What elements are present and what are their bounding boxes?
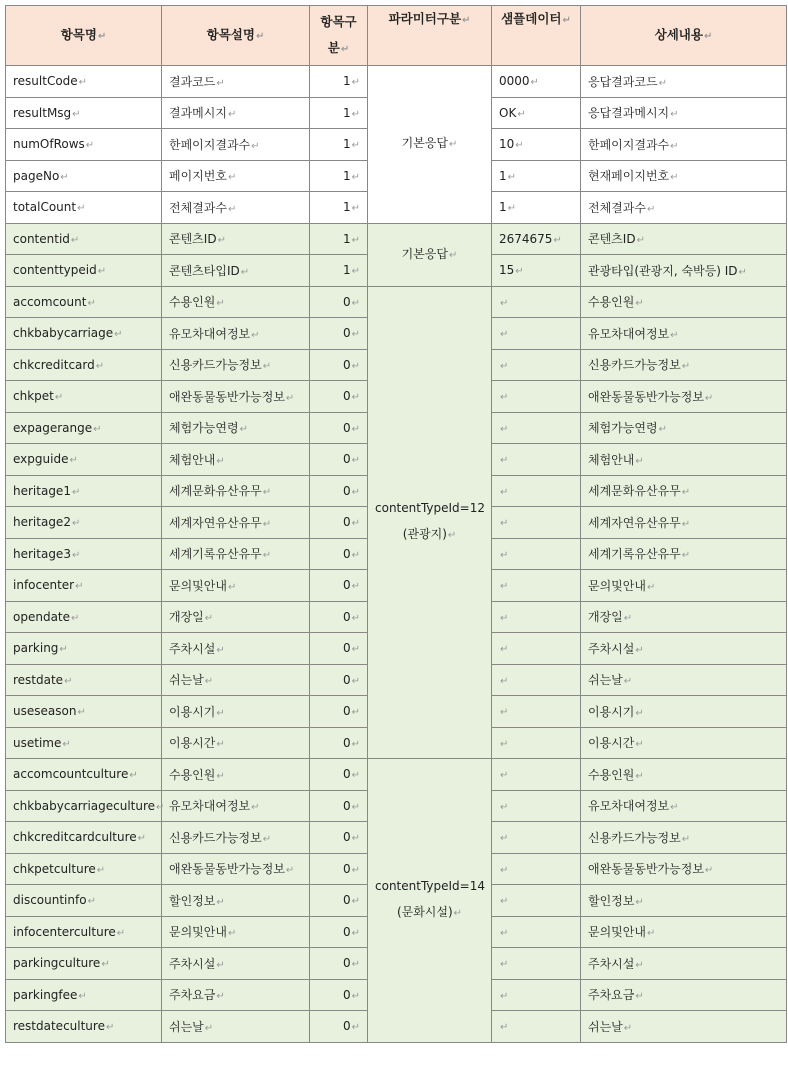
field-detail: 수용인원↵ <box>581 759 787 791</box>
field-count: 0↵ <box>310 475 368 507</box>
field-name: resultCode↵ <box>6 66 162 98</box>
field-sample: ↵ <box>492 633 581 665</box>
field-detail: 체험안내↵ <box>581 444 787 476</box>
table-body <box>6 66 787 1043</box>
field-detail: 한페이지결과수↵ <box>581 129 787 161</box>
param-group: 기본응답↵ <box>368 66 492 224</box>
field-count: 0↵ <box>310 853 368 885</box>
field-sample: ↵ <box>492 822 581 854</box>
field-desc: 수용인원↵ <box>162 759 310 791</box>
field-name: restdateculture↵ <box>6 1011 162 1043</box>
field-detail: 관광타입(관광지, 숙박등) ID↵ <box>581 255 787 287</box>
field-detail: 신용카드가능정보↵ <box>581 822 787 854</box>
field-name: parking↵ <box>6 633 162 665</box>
field-detail: 이용시간↵ <box>581 727 787 759</box>
field-detail: 콘텐츠ID↵ <box>581 223 787 255</box>
field-count: 0↵ <box>310 822 368 854</box>
field-name: contentid↵ <box>6 223 162 255</box>
field-sample: ↵ <box>492 601 581 633</box>
field-desc: 콘텐츠타입ID↵ <box>162 255 310 287</box>
field-count: 0↵ <box>310 349 368 381</box>
field-name: infocenter↵ <box>6 570 162 602</box>
field-count: 0↵ <box>310 381 368 413</box>
field-detail: 쉬는날↵ <box>581 1011 787 1043</box>
field-sample: ↵ <box>492 759 581 791</box>
field-detail: 현재페이지번호↵ <box>581 160 787 192</box>
param-group: contentTypeId=14 (문화시설)↵ <box>368 759 492 1043</box>
field-name: heritage1↵ <box>6 475 162 507</box>
field-name: usetime↵ <box>6 727 162 759</box>
field-name: chkcreditcardculture↵ <box>6 822 162 854</box>
field-count: 0↵ <box>310 790 368 822</box>
field-name: chkpet↵ <box>6 381 162 413</box>
field-detail: 유모차대여정보↵ <box>581 318 787 350</box>
field-desc: 수용인원↵ <box>162 286 310 318</box>
field-name: accomcountculture↵ <box>6 759 162 791</box>
field-desc: 세계기록유산유무↵ <box>162 538 310 570</box>
header-desc: 항목설명↵ <box>162 6 310 66</box>
field-name: parkingfee↵ <box>6 979 162 1011</box>
field-sample: 10↵ <box>492 129 581 161</box>
param-group: 기본응답↵ <box>368 223 492 286</box>
field-name: chkbabycarriage↵ <box>6 318 162 350</box>
field-count: 0↵ <box>310 916 368 948</box>
field-sample: 1↵ <box>492 192 581 224</box>
field-sample: ↵ <box>492 1011 581 1043</box>
param-group: contentTypeId=12 (관광지)↵ <box>368 286 492 759</box>
field-count: 0↵ <box>310 759 368 791</box>
field-detail: 애완동물동반가능정보↵ <box>581 853 787 885</box>
field-count: 0↵ <box>310 948 368 980</box>
field-count: 1↵ <box>310 160 368 192</box>
field-name: expguide↵ <box>6 444 162 476</box>
field-sample: ↵ <box>492 538 581 570</box>
field-count: 0↵ <box>310 979 368 1011</box>
field-detail: 애완동물동반가능정보↵ <box>581 381 787 413</box>
field-sample: ↵ <box>492 853 581 885</box>
field-name: infocenterculture↵ <box>6 916 162 948</box>
field-name: heritage2↵ <box>6 507 162 539</box>
field-name: totalCount↵ <box>6 192 162 224</box>
field-detail: 응답결과코드↵ <box>581 66 787 98</box>
field-desc: 페이지번호↵ <box>162 160 310 192</box>
field-detail: 전체결과수↵ <box>581 192 787 224</box>
header-sample: 샘플데이터↵ <box>492 6 581 66</box>
field-sample: 1↵ <box>492 160 581 192</box>
field-sample: ↵ <box>492 948 581 980</box>
field-sample: 0000↵ <box>492 66 581 98</box>
field-count: 0↵ <box>310 507 368 539</box>
field-count: 0↵ <box>310 538 368 570</box>
field-desc: 결과코드↵ <box>162 66 310 98</box>
field-desc: 전체결과수↵ <box>162 192 310 224</box>
field-desc: 신용카드가능정보↵ <box>162 349 310 381</box>
field-detail: 주차시설↵ <box>581 948 787 980</box>
field-desc: 콘텐츠ID↵ <box>162 223 310 255</box>
field-desc: 세계문화유산유무↵ <box>162 475 310 507</box>
response-spec-table <box>5 5 787 1043</box>
field-name: resultMsg↵ <box>6 97 162 129</box>
field-sample: ↵ <box>492 696 581 728</box>
field-detail: 수용인원↵ <box>581 286 787 318</box>
field-sample: ↵ <box>492 349 581 381</box>
field-sample: 15↵ <box>492 255 581 287</box>
field-detail: 문의및안내↵ <box>581 570 787 602</box>
field-name: restdate↵ <box>6 664 162 696</box>
field-name: chkpetculture↵ <box>6 853 162 885</box>
field-detail: 응답결과메시지↵ <box>581 97 787 129</box>
field-name: discountinfo↵ <box>6 885 162 917</box>
field-detail: 주차요금↵ <box>581 979 787 1011</box>
field-sample: ↵ <box>492 507 581 539</box>
field-sample: ↵ <box>492 790 581 822</box>
field-sample: ↵ <box>492 570 581 602</box>
header-detail: 상세내용↵ <box>581 6 787 66</box>
field-desc: 결과메시지↵ <box>162 97 310 129</box>
table-row <box>6 66 787 98</box>
field-desc: 유모차대여정보↵ <box>162 318 310 350</box>
field-desc: 애완동물동반가능정보↵ <box>162 381 310 413</box>
field-sample: OK↵ <box>492 97 581 129</box>
field-name: expagerange↵ <box>6 412 162 444</box>
field-desc: 세계자연유산유무↵ <box>162 507 310 539</box>
field-desc: 주차시설↵ <box>162 633 310 665</box>
field-sample: ↵ <box>492 664 581 696</box>
header-count: 항목구 분↵ <box>310 6 368 66</box>
field-count: 0↵ <box>310 885 368 917</box>
field-count: 1↵ <box>310 223 368 255</box>
field-desc: 신용카드가능정보↵ <box>162 822 310 854</box>
field-count: 1↵ <box>310 192 368 224</box>
table-row <box>6 286 787 318</box>
field-count: 1↵ <box>310 255 368 287</box>
field-sample: ↵ <box>492 475 581 507</box>
field-detail: 세계문화유산유무↵ <box>581 475 787 507</box>
field-detail: 세계자연유산유무↵ <box>581 507 787 539</box>
field-desc: 개장일↵ <box>162 601 310 633</box>
field-sample: ↵ <box>492 885 581 917</box>
field-count: 0↵ <box>310 570 368 602</box>
field-count: 0↵ <box>310 444 368 476</box>
field-count: 0↵ <box>310 412 368 444</box>
field-name: heritage3↵ <box>6 538 162 570</box>
table-row <box>6 223 787 255</box>
field-desc: 체험안내↵ <box>162 444 310 476</box>
field-name: opendate↵ <box>6 601 162 633</box>
field-desc: 주차요금↵ <box>162 979 310 1011</box>
field-name: parkingculture↵ <box>6 948 162 980</box>
field-sample: ↵ <box>492 381 581 413</box>
field-desc: 체험가능연령↵ <box>162 412 310 444</box>
field-count: 0↵ <box>310 633 368 665</box>
field-name: pageNo↵ <box>6 160 162 192</box>
field-name: contenttypeid↵ <box>6 255 162 287</box>
field-desc: 할인정보↵ <box>162 885 310 917</box>
field-desc: 유모차대여정보↵ <box>162 790 310 822</box>
field-name: chkcreditcard↵ <box>6 349 162 381</box>
field-detail: 유모차대여정보↵ <box>581 790 787 822</box>
field-sample: ↵ <box>492 916 581 948</box>
field-desc: 한페이지결과수↵ <box>162 129 310 161</box>
field-detail: 쉬는날↵ <box>581 664 787 696</box>
field-name: chkbabycarriageculture↵ <box>6 790 162 822</box>
field-sample: ↵ <box>492 727 581 759</box>
field-detail: 신용카드가능정보↵ <box>581 349 787 381</box>
field-detail: 주차시설↵ <box>581 633 787 665</box>
field-count: 0↵ <box>310 664 368 696</box>
header-name: 항목명↵ <box>6 6 162 66</box>
field-name: accomcount↵ <box>6 286 162 318</box>
field-desc: 이용시기↵ <box>162 696 310 728</box>
field-sample: ↵ <box>492 286 581 318</box>
field-desc: 문의및안내↵ <box>162 916 310 948</box>
field-count: 1↵ <box>310 66 368 98</box>
header-param: 파라미터구분↵ <box>368 6 492 66</box>
field-detail: 개장일↵ <box>581 601 787 633</box>
field-detail: 체험가능연령↵ <box>581 412 787 444</box>
field-name: useseason↵ <box>6 696 162 728</box>
field-sample: ↵ <box>492 979 581 1011</box>
field-count: 0↵ <box>310 318 368 350</box>
field-count: 0↵ <box>310 696 368 728</box>
field-count: 0↵ <box>310 286 368 318</box>
field-count: 1↵ <box>310 129 368 161</box>
header-row <box>6 6 787 66</box>
field-desc: 애완동물동반가능정보↵ <box>162 853 310 885</box>
field-count: 0↵ <box>310 1011 368 1043</box>
field-desc: 문의및안내↵ <box>162 570 310 602</box>
field-detail: 이용시기↵ <box>581 696 787 728</box>
field-desc: 쉬는날↵ <box>162 1011 310 1043</box>
field-detail: 할인정보↵ <box>581 885 787 917</box>
field-desc: 이용시간↵ <box>162 727 310 759</box>
field-sample: ↵ <box>492 412 581 444</box>
table-row <box>6 759 787 791</box>
field-count: 1↵ <box>310 97 368 129</box>
field-sample: 2674675↵ <box>492 223 581 255</box>
field-detail: 세계기록유산유무↵ <box>581 538 787 570</box>
field-name: numOfRows↵ <box>6 129 162 161</box>
field-desc: 주차시설↵ <box>162 948 310 980</box>
field-detail: 문의및안내↵ <box>581 916 787 948</box>
field-count: 0↵ <box>310 727 368 759</box>
field-sample: ↵ <box>492 444 581 476</box>
field-sample: ↵ <box>492 318 581 350</box>
field-count: 0↵ <box>310 601 368 633</box>
field-desc: 쉬는날↵ <box>162 664 310 696</box>
